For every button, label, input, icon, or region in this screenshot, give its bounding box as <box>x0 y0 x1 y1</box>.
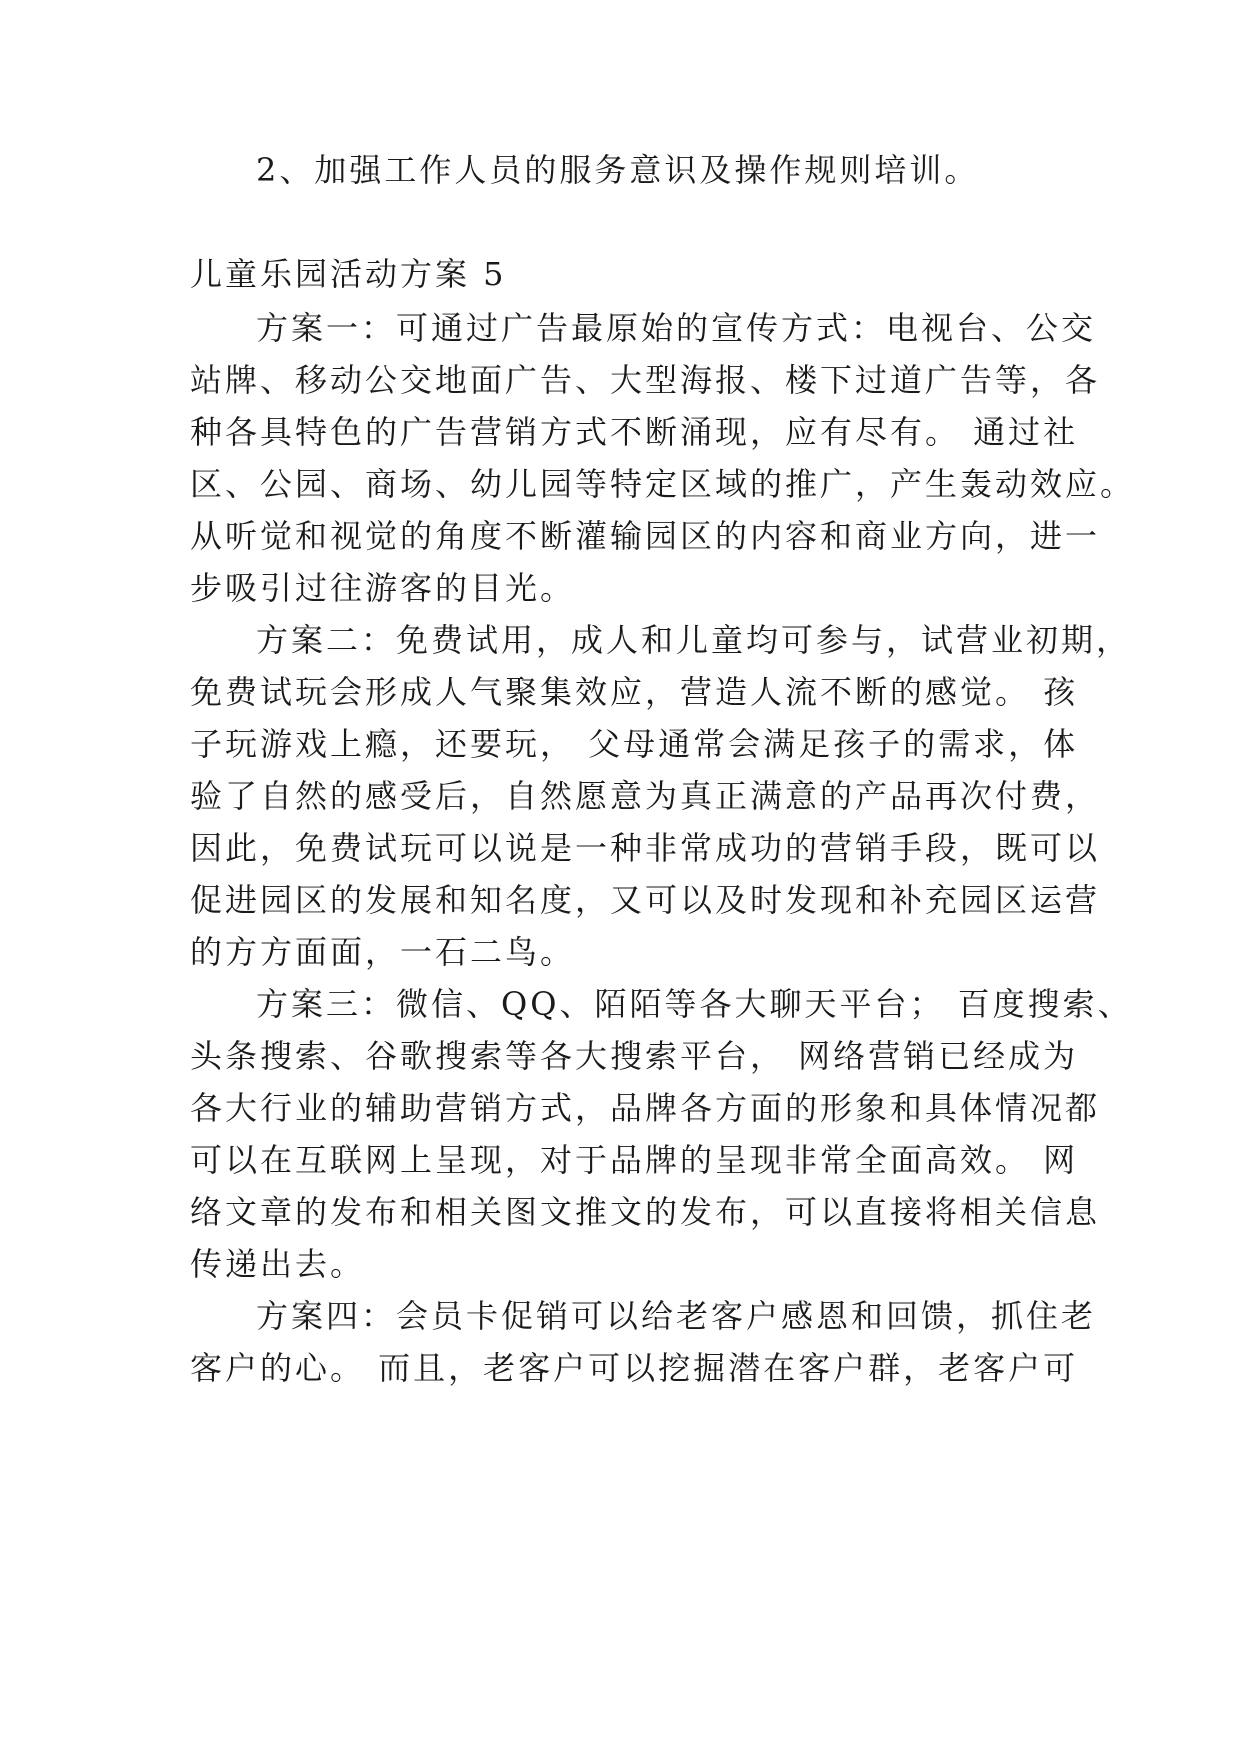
paragraph-4-line-2: 客户的心。 而且，老客户可以挖掘潜在客户群，老客户可 <box>190 1349 1079 1387</box>
section-title: 儿童乐园活动方案 5 <box>190 255 507 293</box>
paragraph-1-line-2: 站牌、移动公交地面广告、大型海报、楼下过道广告等，各 <box>190 361 1101 399</box>
paragraph-1-line-3: 种各具特色的广告营销方式不断涌现，应有尽有。 通过社 <box>190 413 1079 451</box>
paragraph-3-line-6: 传递出去。 <box>190 1245 366 1283</box>
paragraph-1-line-1: 方案一：可通过广告最原始的宣传方式：电视台、公交 <box>256 309 1097 347</box>
paragraph-2-line-7: 的方方面面，一石二鸟。 <box>190 933 576 971</box>
intro-point: 2、加强工作人员的服务意识及操作规则培训。 <box>256 151 980 189</box>
paragraph-2-line-1: 方案二：免费试用，成人和儿童均可参与，试营业初期， <box>256 621 1132 659</box>
paragraph-1-line-4: 区、公园、商场、幼儿园等特定区域的推广，产生轰动效应。 <box>190 465 1136 503</box>
paragraph-4-line-1: 方案四：会员卡促销可以给老客户感恩和回馈，抓住老 <box>256 1297 1097 1335</box>
paragraph-1-line-6: 步吸引过往游客的目光。 <box>190 569 576 607</box>
paragraph-2-line-3: 子玩游戏上瘾，还要玩， 父母通常会满足孩子的需求，体 <box>190 725 1079 763</box>
paragraph-3-line-5: 络文章的发布和相关图文推文的发布，可以直接将相关信息 <box>190 1193 1101 1231</box>
paragraph-3-line-4: 可以在互联网上呈现，对于品牌的呈现非常全面高效。 网 <box>190 1141 1079 1179</box>
paragraph-1-line-5: 从听觉和视觉的角度不断灌输园区的内容和商业方向，进一 <box>190 517 1101 555</box>
paragraph-3-line-3: 各大行业的辅助营销方式，品牌各方面的形象和具体情况都 <box>190 1089 1101 1127</box>
paragraph-2-line-2: 免费试玩会形成人气聚集效应，营造人流不断的感觉。 孩 <box>190 673 1079 711</box>
paragraph-2-line-5: 因此，免费试玩可以说是一种非常成功的营销手段，既可以 <box>190 829 1101 867</box>
paragraph-3-line-2: 头条搜索、谷歌搜索等各大搜索平台， 网络营销已经成为 <box>190 1037 1079 1075</box>
paragraph-2-line-6: 促进园区的发展和知名度，又可以及时发现和补充园区运营 <box>190 881 1101 919</box>
paragraph-3-line-1: 方案三：微信、QQ、陌陌等各大聊天平台； 百度搜索、 <box>256 985 1133 1023</box>
paragraph-2-line-4: 验了自然的感受后，自然愿意为真正满意的产品再次付费， <box>190 777 1101 815</box>
